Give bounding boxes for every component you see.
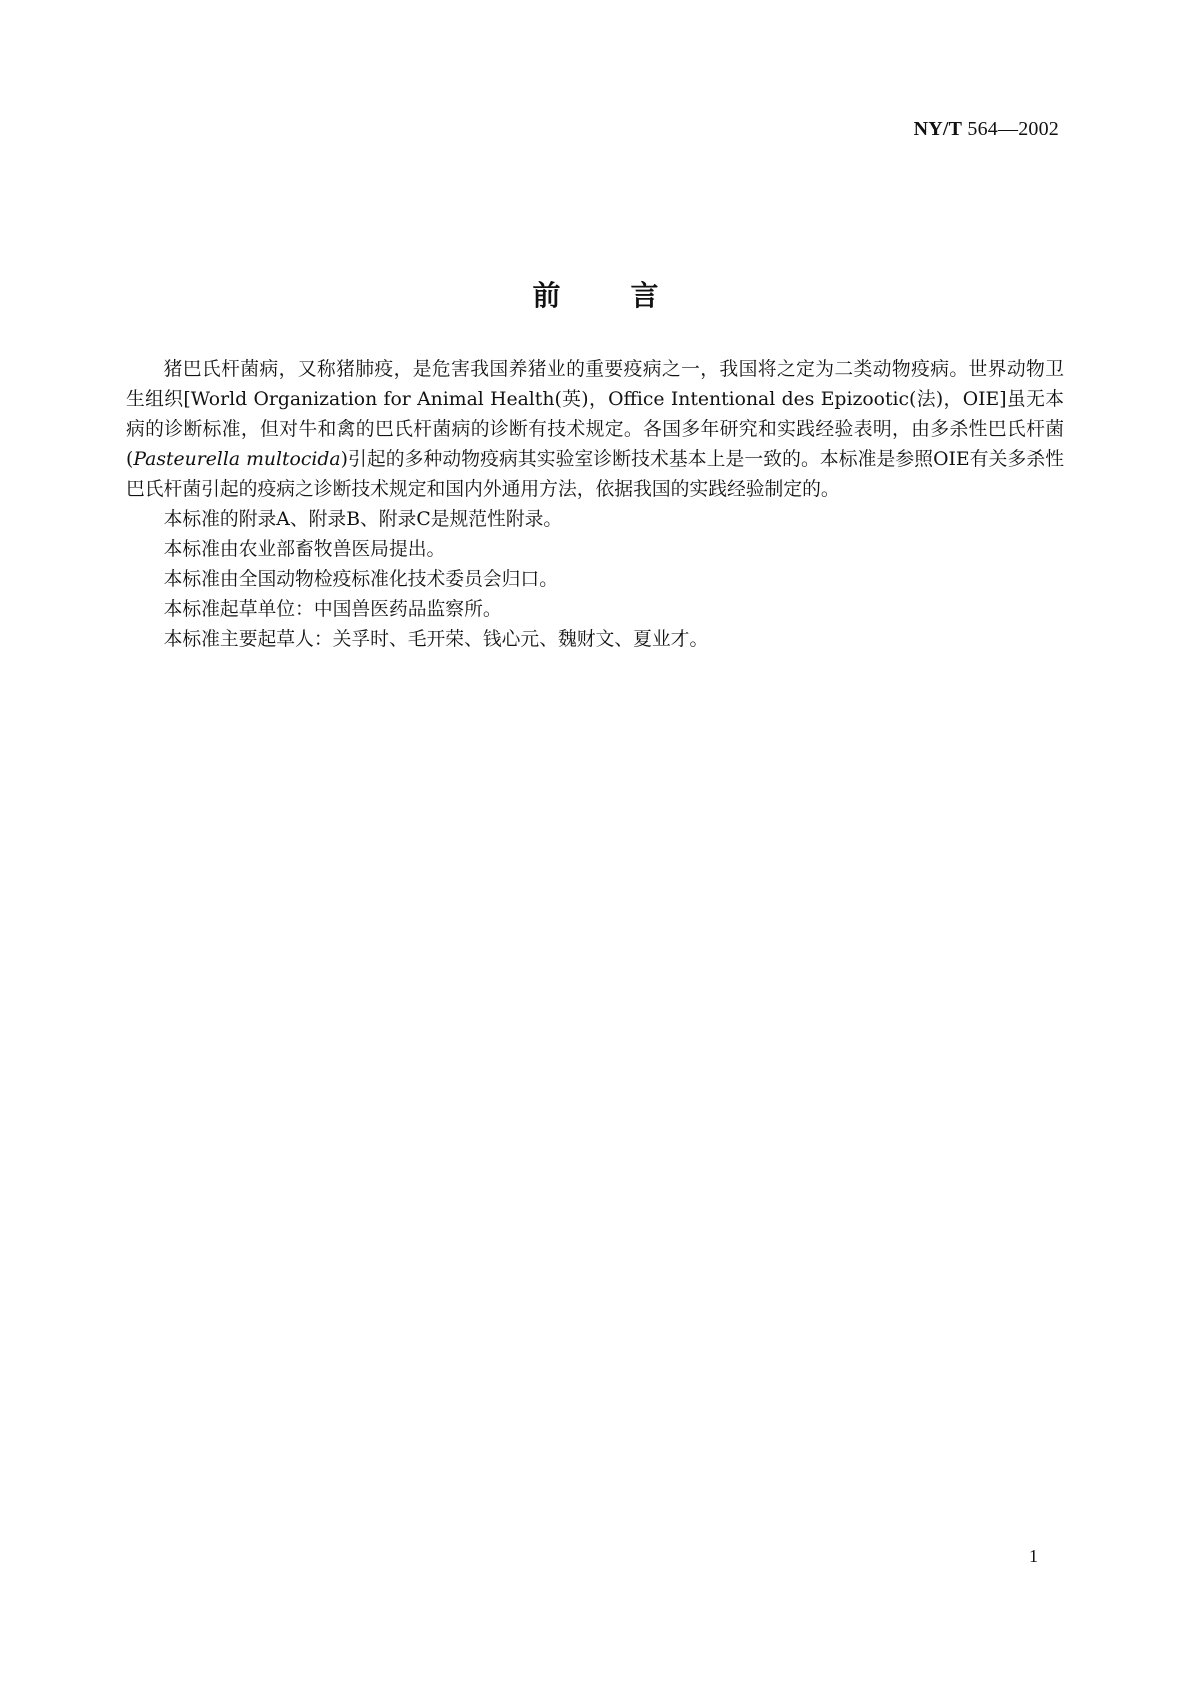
- document-code-number: 564—2002: [967, 118, 1059, 140]
- page-number: 1: [1029, 1546, 1038, 1566]
- drafting-unit-paragraph: 本标准起草单位：中国兽医药品监察所。: [163, 599, 502, 620]
- document-code: [914, 118, 1059, 141]
- centralized-by-paragraph: 本标准由全国动物检疫标准化技术委员会归口。: [163, 569, 558, 590]
- page-title: 前言: [532, 279, 729, 312]
- intro-text-part1: 猪巴氏杆菌病，又称猪肺疫，是危害我国养猪业的重要疫病之一，我国将之定为二类动物疫病。世界动物卫生组织[World Organization for Animal Health(英)，Office Intentional des Epizootic(法)，OIE]虽无本病的诊断标准，但对牛和禽的巴氏杆菌病的诊断有技术规定。各国多年研究和实践经验表明，由多杀性巴氏杆菌(: [126, 359, 1064, 470]
- species-name: Pasteurella multocida: [133, 449, 341, 470]
- proposed-by-paragraph: 本标准由农业部畜牧兽医局提出。: [163, 539, 446, 560]
- intro-text-part2: )引起的多种动物疫病其实验室诊断技术基本上是一致的。本标准是参照OIE有关多杀性巴氏杆菌引起的疫病之诊断技术规定和国内外通用方法，依据我国的实践经验制定的。: [126, 449, 1064, 500]
- drafters-paragraph: 本标准主要起草人：关孚时、毛开荣、钱心元、魏财文、夏业才。: [163, 629, 709, 650]
- document-code-prefix: NY/T: [913, 118, 963, 140]
- intro-paragraph: [126, 355, 1064, 505]
- appendix-paragraph: 本标准的附录A、附录B、附录C是规范性附录。: [163, 509, 563, 530]
- preface-body: [126, 355, 1064, 655]
